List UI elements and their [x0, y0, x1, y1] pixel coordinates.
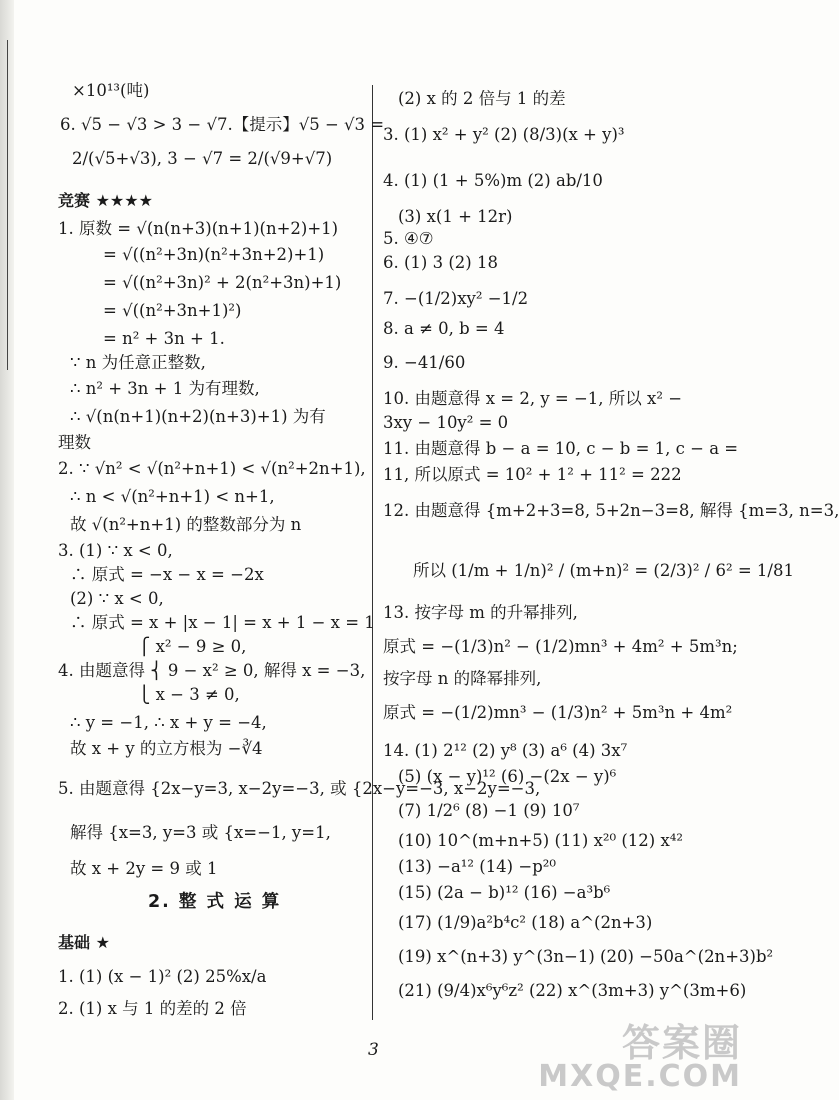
- left-line: 2. ∵ √n² < √(n²+n+1) < √(n²+2n+1),: [58, 459, 366, 478]
- left-line: 4. 由题意得 ⎨ 9 − x² ≥ 0, 解得 x = −3,: [58, 661, 366, 680]
- left-line: = √((n²+3n+1)²): [103, 301, 242, 320]
- left-line: 3. (1) ∵ x < 0,: [58, 541, 173, 560]
- left-line: ∴ 原式 = x + |x − 1| = x + 1 − x = 1: [70, 613, 375, 632]
- right-line: 10. 由题意得 x = 2, y = −1, 所以 x² −: [383, 389, 683, 408]
- spine-line: [7, 40, 8, 370]
- right-line: (21) (9/4)x⁶y⁶z² (22) x^(3m+3) y^(3m+6): [398, 981, 747, 1000]
- right-line: 所以 (1/m + 1/n)² / (m+n)² = (2/3)² / 6² = 1/81: [413, 561, 794, 580]
- right-line: 7. −(1/2)xy² −1/2: [383, 289, 529, 308]
- right-line: 原式 = −(1/2)mn³ − (1/3)n² + 5m³n + 4m²: [383, 703, 733, 722]
- left-line: 2. (1) x 与 1 的差的 2 倍: [58, 999, 247, 1018]
- left-line: 故 x + 2y = 9 或 1: [70, 859, 218, 878]
- left-line: 解得 {x=3, y=3 或 {x=−1, y=1,: [70, 823, 331, 842]
- left-line: ∴ y = −1, ∴ x + y = −4,: [70, 713, 267, 732]
- watermark-line2: MXQE.COM: [538, 1059, 742, 1094]
- right-line: (2) x 的 2 倍与 1 的差: [398, 89, 566, 108]
- left-line: ∴ n < √(n²+n+1) < n+1,: [70, 487, 275, 506]
- right-line: 6. (1) 3 (2) 18: [383, 253, 498, 272]
- right-line: (5) (x − y)¹² (6) −(2x − y)⁶: [398, 767, 617, 786]
- right-line: (10) 10^(m+n+5) (11) x²⁰ (12) x⁴²: [398, 831, 684, 850]
- left-line: = n² + 3n + 1.: [103, 329, 225, 348]
- right-line: (7) 1/2⁶ (8) −1 (9) 10⁷: [398, 801, 580, 820]
- left-line: 2/(√5+√3), 3 − √7 = 2/(√9+√7): [72, 149, 333, 168]
- left-line: ⎩ x − 3 ≠ 0,: [138, 685, 240, 704]
- right-line: 5. ④⑦: [383, 229, 434, 248]
- right-line: 14. (1) 2¹² (2) y⁸ (3) a⁶ (4) 3x⁷: [383, 741, 628, 760]
- right-line: 11. 由题意得 b − a = 10, c − b = 1, c − a =: [383, 439, 739, 458]
- right-line: 原式 = −(1/3)n² − (1/2)mn³ + 4m² + 5m³n;: [383, 637, 738, 656]
- right-line: (15) (2a − b)¹² (16) −a³b⁶: [398, 883, 611, 902]
- left-line: ⎧ x² − 9 ≥ 0,: [138, 637, 247, 656]
- left-line: ∴ n² + 3n + 1 为有理数,: [70, 379, 260, 398]
- right-line: (13) −a¹² (14) −p²⁰: [398, 857, 556, 876]
- heading-competition: 竞赛 ★★★★: [58, 191, 153, 210]
- right-line: 4. (1) (1 + 5%)m (2) ab/10: [383, 171, 603, 190]
- right-line: (19) x^(n+3) y^(3n−1) (20) −50a^(2n+3)b²: [398, 947, 774, 966]
- left-line: ∵ n 为任意正整数,: [70, 353, 206, 372]
- column-divider: [372, 85, 373, 1020]
- left-line: 5. 由题意得 {2x−y=3, x−2y=−3, 或 {2x−y=−3, x−2y=−3,: [58, 779, 541, 798]
- right-line: (17) (1/9)a²b⁴c² (18) a^(2n+3): [398, 913, 653, 932]
- left-line: 故 x + y 的立方根为 −∛4: [70, 739, 263, 758]
- right-line: 12. 由题意得 {m+2+3=8, 5+2n−3=8, 解得 {m=3, n=3,: [383, 501, 839, 520]
- left-line: 6. √5 − √3 > 3 − √7.【提示】√5 − √3 =: [60, 115, 385, 134]
- left-line: ×10¹³(吨): [72, 81, 150, 100]
- left-line: = √((n²+3n)(n²+3n+2)+1): [103, 245, 325, 264]
- right-line: 9. −41/60: [383, 353, 466, 372]
- right-line: 13. 按字母 m 的升幂排列,: [383, 603, 578, 622]
- page-number: 3: [368, 1040, 379, 1060]
- right-line: 8. a ≠ 0, b = 4: [383, 319, 505, 338]
- heading-basic: 基础 ★: [58, 933, 110, 952]
- right-line: 3xy − 10y² = 0: [383, 413, 509, 432]
- watermark: [538, 1021, 742, 1094]
- watermark-line1: 答案圈: [621, 1021, 742, 1065]
- left-line: (2) ∵ x < 0,: [70, 589, 164, 608]
- right-line: 按字母 n 的降幂排列,: [383, 669, 542, 688]
- left-line: = √((n²+3n)² + 2(n²+3n)+1): [103, 273, 342, 292]
- left-line: 1. (1) (x − 1)² (2) 25%x/a: [58, 967, 267, 986]
- left-line: 故 √(n²+n+1) 的整数部分为 n: [70, 515, 302, 534]
- left-line: ∴ 原式 = −x − x = −2x: [70, 565, 264, 584]
- left-line: 理数: [58, 433, 91, 452]
- left-line: ∴ √(n(n+1)(n+2)(n+3)+1) 为有: [70, 407, 326, 426]
- right-line: 3. (1) x² + y² (2) (8/3)(x + y)³: [383, 125, 625, 144]
- left-line: 1. 原数 = √(n(n+3)(n+1)(n+2)+1): [58, 219, 339, 238]
- section-title: 2. 整 式 运 算: [148, 892, 282, 912]
- right-line: 11, 所以原式 = 10² + 1² + 11² = 222: [383, 465, 682, 484]
- right-line: (3) x(1 + 12r): [398, 207, 513, 226]
